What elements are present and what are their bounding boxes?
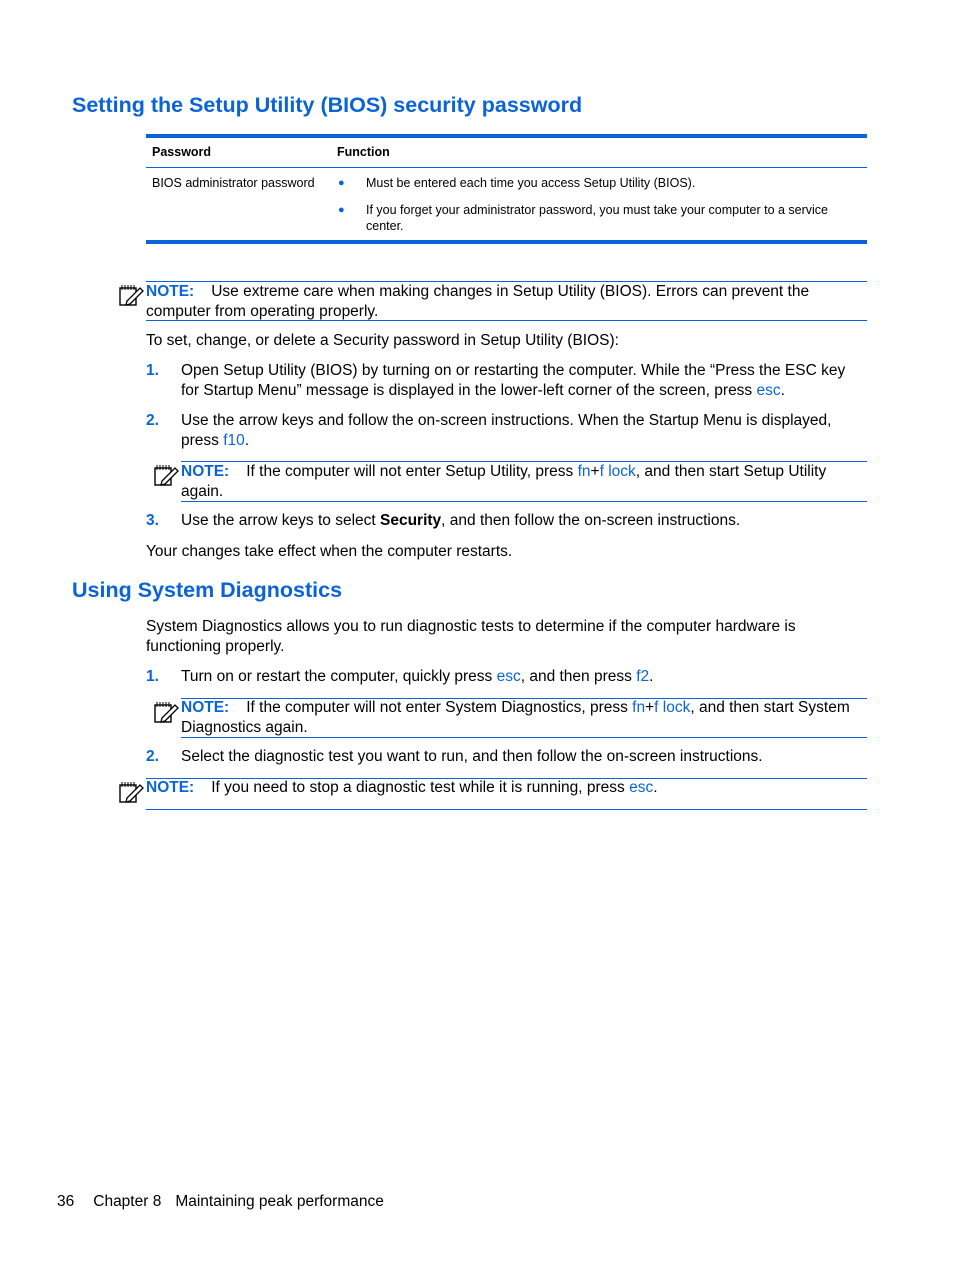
note-bottom-rule (146, 809, 867, 810)
step-text: . (649, 668, 654, 685)
step-text: , and then press (520, 668, 637, 685)
step-text: . (780, 381, 785, 399)
bullet-dot-icon: ● (338, 177, 345, 189)
note-pencil-icon (153, 462, 179, 488)
step-2-text (181, 411, 861, 450)
key-esc: esc (756, 381, 781, 399)
note-label: NOTE: (146, 779, 195, 796)
step-text: Use the arrow keys to select (181, 512, 380, 529)
note-text: , and then start Setup Utility again. (181, 463, 827, 500)
page-number: 36 (57, 1193, 75, 1210)
plus-sign: + (645, 699, 655, 716)
note-label: NOTE: (181, 699, 230, 716)
key-f10: f10 (223, 431, 245, 449)
step-number: 1. (146, 362, 159, 379)
note-bottom-rule (146, 320, 867, 321)
table-cell-password: BIOS administrator password (152, 176, 315, 190)
key-fn: fn (577, 463, 591, 480)
note-stop-test (146, 778, 856, 798)
key-f-lock: f lock (654, 699, 691, 716)
key-f2: f2 (636, 668, 650, 685)
step-text: Open Setup Utility (BIOS) by turning on or restarting the computer. While the “Press the ESC key for Startup Menu” message is displayed in the lower-left corner of the screen, press (181, 362, 846, 399)
key-f-lock: f lock (599, 463, 636, 480)
diag-step-1-text (181, 667, 861, 687)
note-pencil-icon (118, 282, 144, 308)
step-text: Use the arrow keys and follow the on-screen instructions. When the Startup Menu is displayed, press (181, 412, 832, 449)
note-bios-care (146, 282, 856, 321)
step-number: 2. (146, 412, 159, 429)
step-1-text (181, 361, 861, 400)
diag-step-2-text: Select the diagnostic test you want to run, and then follow the on-screen instructions. (181, 748, 763, 765)
table-bottom-rule (146, 240, 867, 244)
diagnostics-intro: System Diagnostics allows you to run diagnostic tests to determine if the computer hardware is functioning properly. (146, 618, 796, 655)
note-text: , and then start System Diagnostics again. (181, 699, 850, 736)
section-title-system-diagnostics: Using System Diagnostics (72, 578, 343, 602)
table-header-function: Function (337, 145, 390, 159)
note-text: If the computer will not enter System Diagnostics, press (246, 699, 633, 716)
chapter-title: Maintaining peak performance (175, 1193, 384, 1210)
intro-paragraph: To set, change, or delete a Security password in Setup Utility (BIOS): (146, 332, 619, 349)
note-text: Use extreme care when making changes in Setup Utility (BIOS). Errors can prevent the computer from operating properly. (146, 283, 810, 320)
step-number: 3. (146, 512, 159, 529)
step-number: 2. (146, 748, 159, 765)
security-menu-label: Security (380, 512, 442, 529)
page-footer (57, 1192, 384, 1212)
step-text: , and then follow the on-screen instructions. (441, 512, 741, 529)
plus-sign: + (590, 463, 600, 480)
note-bottom-rule (181, 501, 867, 502)
step-text: Turn on or restart the computer, quickly press (181, 668, 497, 685)
note-pencil-icon (118, 779, 144, 805)
key-esc: esc (496, 668, 521, 685)
note-label: NOTE: (146, 283, 195, 300)
key-fn: fn (632, 699, 646, 716)
note-label: NOTE: (181, 463, 230, 480)
table-top-rule (146, 134, 867, 138)
note-system-diagnostics (181, 698, 861, 737)
table-header-rule (146, 167, 867, 168)
key-esc: esc (629, 779, 654, 796)
step-text: . (244, 431, 250, 449)
table-cell-function-1: Must be entered each time you access Setup Utility (BIOS). (366, 176, 696, 190)
bullet-dot-icon: ● (338, 204, 345, 216)
table-cell-function-2: If you forget your administrator password, you must take your computer to a service center. (366, 203, 829, 233)
table-header-password: Password (152, 145, 212, 159)
note-text: . (653, 779, 658, 796)
note-bottom-rule (181, 737, 867, 738)
step-3-text (181, 511, 861, 531)
note-pencil-icon (153, 699, 179, 725)
step-number: 1. (146, 668, 159, 685)
outro-paragraph: Your changes take effect when the computer restarts. (146, 543, 513, 560)
note-setup-utility (181, 462, 861, 501)
section-title-bios-password: Setting the Setup Utility (BIOS) security password (72, 93, 583, 117)
chapter-label: Chapter 8 (93, 1193, 162, 1210)
note-text: If the computer will not enter Setup Utility, press (246, 463, 578, 480)
note-text: If you need to stop a diagnostic test while it is running, press (211, 779, 630, 796)
